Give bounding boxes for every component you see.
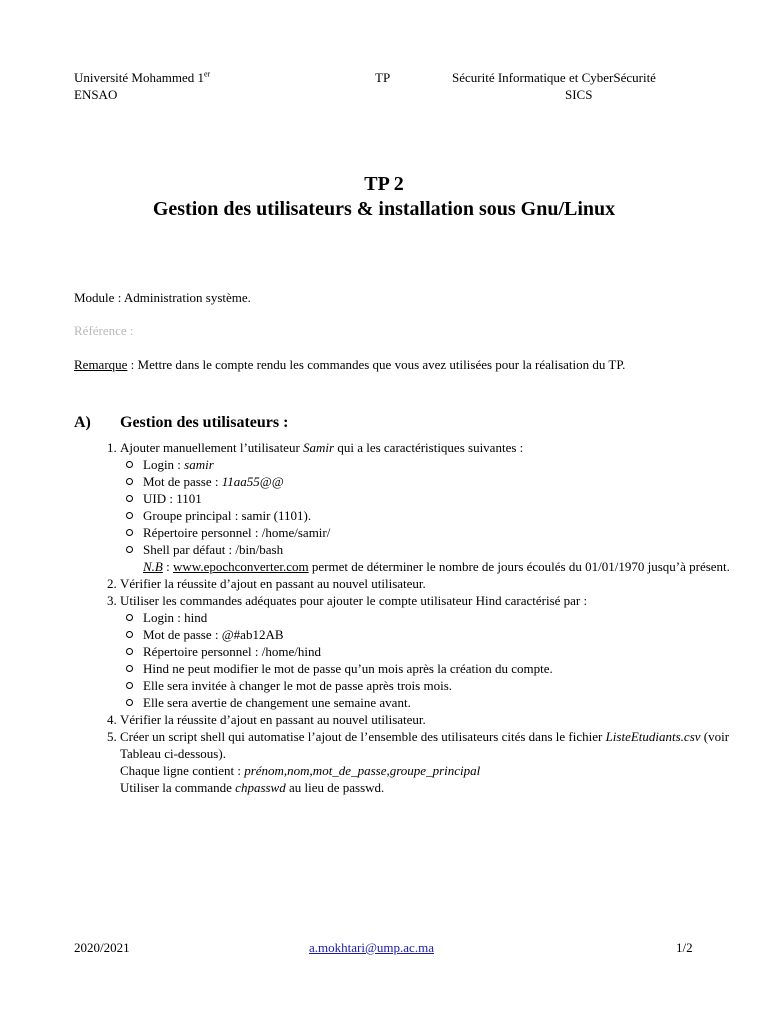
list-item: Login : samir xyxy=(143,456,750,473)
module-line: Module : Administration système. xyxy=(74,290,251,305)
list-item: Répertoire personnel : /home/hind xyxy=(143,643,750,660)
list-item: UID : 1101 xyxy=(143,490,750,507)
section-a-letter: A) xyxy=(74,414,91,431)
list-item: Répertoire personnel : /home/samir/ xyxy=(143,524,750,541)
epochconverter-link[interactable]: www.epochconverter.com xyxy=(173,559,309,574)
remark-label: Remarque xyxy=(74,357,128,372)
header-university: Université Mohammed 1er xyxy=(74,69,211,85)
list-item: Mot de passe : @#ab12AB xyxy=(143,626,750,643)
section-a-title: Gestion des utilisateurs : xyxy=(120,414,289,431)
task-list xyxy=(74,439,750,796)
doc-title: Gestion des utilisateurs & installation sous Gnu/Linux xyxy=(152,198,616,220)
list-item: Shell par défaut : /bin/bash xyxy=(143,541,750,558)
footer-email-link[interactable]: a.mokhtari@ump.ac.ma xyxy=(309,940,434,955)
list-item: Groupe principal : samir (1101). xyxy=(143,507,750,524)
header-program: Sécurité Informatique et CyberSécurité xyxy=(452,70,656,85)
header-type: TP xyxy=(375,70,391,85)
samir-attributes xyxy=(120,456,750,558)
list-item: Login : hind xyxy=(143,609,750,626)
list-item: 4. Vérifier la réussite d’ajout en passant au nouvel utilisateur. xyxy=(120,711,750,728)
header-program-code: SICS xyxy=(565,87,593,102)
footer-page-number: 1/2 xyxy=(676,940,693,955)
hind-attributes xyxy=(120,609,750,711)
list-item: Elle sera invitée à changer le mot de passe après trois mois. xyxy=(143,677,750,694)
list-item: 1. Ajouter manuellement l’utilisateur Samir qui a les caractéristiques suivantes : Login : samir Mot de passe : 11aa55@@ UID : 1101 Groupe principal : samir (1101). Répertoire personnel : /home/samir/ Shell par défaut : /bin/bash N.B : www.epochconverter.com permet de déterminer le nombre de jours écoulés du 01/01/1970 jusqu’à présent. xyxy=(120,439,750,575)
nb-note: N.B : www.epochconverter.com permet de déterminer le nombre de jours écoulés du 01/01/1970 jusqu’à présent. xyxy=(143,559,730,574)
footer-year: 2020/2021 xyxy=(74,940,130,955)
header-school: ENSAO xyxy=(74,87,118,102)
list-item: Hind ne peut modifier le mot de passe qu’un mois après la création du compte. xyxy=(143,660,750,677)
list-item: 2. Vérifier la réussite d’ajout en passant au nouvel utilisateur. xyxy=(120,575,750,592)
list-item: 5. Créer un script shell qui automatise l’ajout de l’ensemble des utilisateurs cités dans le fichier ListeEtudiants.csv (voir Tableau ci-dessous). Chaque ligne contient : prénom,nom,mot_de_passe,groupe_principal Utiliser la commande chpasswd au lieu de passwd. xyxy=(120,728,750,796)
list-item: Elle sera avertie de changement une semaine avant. xyxy=(143,694,750,711)
list-item: Mot de passe : 11aa55@@ xyxy=(143,473,750,490)
remark: Remarque : Mettre dans le compte rendu les commandes que vous avez utilisées pour la réalisation du TP. xyxy=(74,357,626,372)
list-item: 3. Utiliser les commandes adéquates pour ajouter le compte utilisateur Hind caractérisé par : Login : hind Mot de passe : @#ab12AB Répertoire personnel : /home/hind Hind ne peut modifier le mot de passe qu’un mois après la création du compte. Elle sera invitée à changer le mot de passe après trois mois. Elle sera avertie de changement une semaine avant. xyxy=(120,592,750,711)
reference-line: Référence : xyxy=(74,323,134,338)
doc-title-number: TP 2 xyxy=(364,173,404,195)
